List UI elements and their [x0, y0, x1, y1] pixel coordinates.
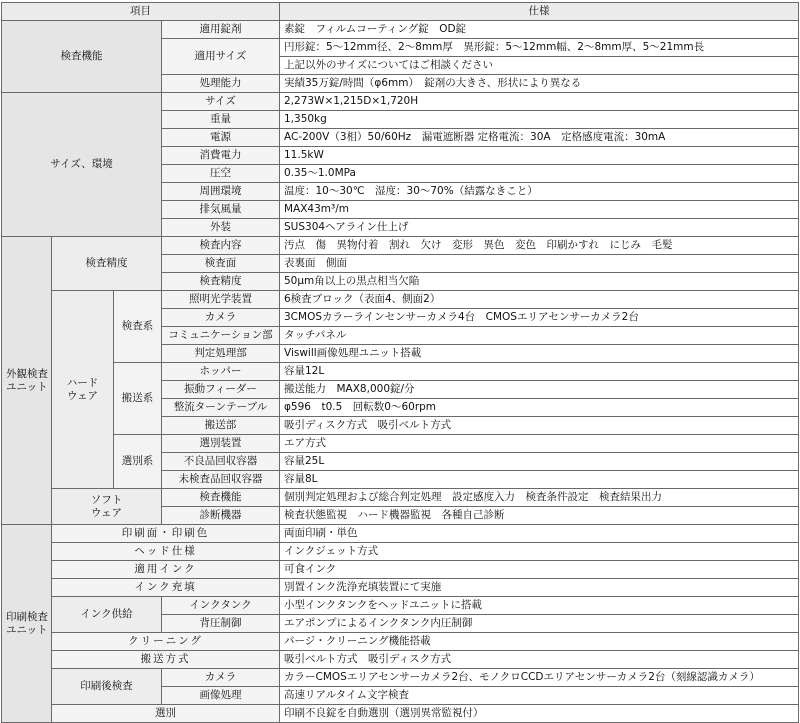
row-value: 別置インク洗浄充填装置にて実施: [280, 579, 799, 597]
row-value: SUS304ヘアライン仕上げ: [280, 219, 799, 237]
table-row: [2, 597, 799, 615]
table-header-row: [2, 3, 799, 21]
row-label: 選別装置: [162, 435, 280, 453]
group-print-unit-line2: ユニット: [6, 623, 48, 636]
row-label: 周囲環境: [162, 183, 280, 201]
row-label: 圧空: [162, 165, 280, 183]
header-spec: 仕様: [280, 3, 799, 21]
group-sorting-sys: 選別系: [114, 435, 162, 489]
group-visual-unit-line1: 外観検査: [6, 367, 48, 380]
group-size-env: サイズ、環境: [2, 93, 162, 237]
row-value: パージ・クリーニング機能搭載: [280, 633, 799, 651]
group-software-line2: ウェア: [90, 506, 123, 519]
header-item: 項目: [2, 3, 280, 21]
row-label: 適用サイズ: [162, 39, 280, 75]
row-value: エア方式: [280, 435, 799, 453]
row-value: 高速リアルタイム文字検査: [280, 687, 799, 705]
group-transport-sys: 搬送系: [114, 363, 162, 435]
row-value: 吸引ディスク方式 吸引ベルト方式: [280, 417, 799, 435]
row-value: カラーCMOSエリアセンサーカメラ2台、モノクロCCDエリアセンサーカメラ2台（刻線認識カメラ）: [280, 669, 799, 687]
group-software: [52, 489, 162, 525]
group-hardware-line2: ウェア: [66, 389, 99, 402]
row-value: AC-200V（3相）50/60Hz 漏電遮断器 定格電流：30A 定格感度電流：30mA: [280, 129, 799, 147]
table-row: [2, 435, 799, 453]
row-label: クリーニング: [52, 633, 280, 651]
group-accuracy: 検査精度: [52, 237, 162, 291]
row-label: 印刷面・印刷色: [52, 525, 280, 543]
table-row: [2, 543, 799, 561]
row-label: ヘッド仕様: [52, 543, 280, 561]
table-row: [2, 705, 799, 723]
row-label: インク充填: [52, 579, 280, 597]
group-software-line1: ソフト: [90, 493, 123, 506]
row-value: 吸引ベルト方式 吸引ディスク方式: [280, 651, 799, 669]
row-label: 検査面: [162, 255, 280, 273]
row-value: 個別判定処理および総合判定処理 設定感度入力 検査条件設定 検査結果出力: [280, 489, 799, 507]
row-label: カメラ: [162, 669, 280, 687]
table-row: [2, 633, 799, 651]
group-inspection-function: 検査機能: [2, 21, 162, 93]
row-label: 検査精度: [162, 273, 280, 291]
group-visual-unit-line2: ユニット: [6, 380, 48, 393]
row-value: Viswill画像処理ユニット搭載: [280, 345, 799, 363]
spec-table: [1, 2, 799, 723]
row-label: 処理能力: [162, 75, 280, 93]
row-value: 温度：10～30℃ 湿度：30～70%（結露なきこと）: [280, 183, 799, 201]
row-label: 選別: [52, 705, 280, 723]
row-value: エアポンプによるインクタンク内圧制御: [280, 615, 799, 633]
row-value: 1,350kg: [280, 111, 799, 129]
row-label: 外装: [162, 219, 280, 237]
row-value: 検査状態監視 ハード機器監視 各種自己診断: [280, 507, 799, 525]
group-ink-supply: インク供給: [52, 597, 162, 633]
row-label: 不良品回収容器: [162, 453, 280, 471]
table-row: [2, 291, 799, 309]
row-value: 搬送能力 MAX8,000錠/分: [280, 381, 799, 399]
row-value: 円形錠：5～12mm径、2～8mm厚 異形錠：5～12mm幅、2～8mm厚、5～21mm長: [280, 39, 799, 57]
row-value: 容量25L: [280, 453, 799, 471]
row-value: 実績35万錠/時間（φ6mm） 錠剤の大きさ、形状により異なる: [280, 75, 799, 93]
group-visual-unit: [2, 237, 52, 525]
group-inspection-sys: 検査系: [114, 291, 162, 363]
row-label: サイズ: [162, 93, 280, 111]
row-value: 50μm角以上の黒点相当欠陥: [280, 273, 799, 291]
group-print-unit-line1: 印刷検査: [6, 610, 48, 623]
row-value: 両面印刷・単色: [280, 525, 799, 543]
row-value: 0.35～1.0MPa: [280, 165, 799, 183]
row-label: カメラ: [162, 309, 280, 327]
row-label: 診断機器: [162, 507, 280, 525]
table-row: [2, 93, 799, 111]
row-label: 適用錠剤: [162, 21, 280, 39]
row-value: 上記以外のサイズについてはご相談ください: [280, 57, 799, 75]
table-row: [2, 21, 799, 39]
group-print-unit: [2, 525, 52, 723]
row-label: 背圧制御: [162, 615, 280, 633]
table-row: [2, 579, 799, 597]
row-label: 判定処理部: [162, 345, 280, 363]
row-value: 3CMOSカラーラインセンサーカメラ4台 CMOSエリアセンサーカメラ2台: [280, 309, 799, 327]
row-value: 素錠 フィルムコーティング錠 OD錠: [280, 21, 799, 39]
row-value: MAX43m³/m: [280, 201, 799, 219]
row-value: 2,273W×1,215D×1,720H: [280, 93, 799, 111]
table-row: [2, 363, 799, 381]
row-label: 画像処理: [162, 687, 280, 705]
row-label: 適用インク: [52, 561, 280, 579]
group-post-print: 印刷後検査: [52, 669, 162, 705]
row-value: インクジェット方式: [280, 543, 799, 561]
row-label: 振動フィーダー: [162, 381, 280, 399]
table-row: [2, 669, 799, 687]
table-row: [2, 237, 799, 255]
row-value: 容量12L: [280, 363, 799, 381]
row-value: 小型インクタンクをヘッドユニットに搭載: [280, 597, 799, 615]
row-label: コミュニケーション部: [162, 327, 280, 345]
row-value: タッチパネル: [280, 327, 799, 345]
row-label: 排気風量: [162, 201, 280, 219]
row-label: 照明光学装置: [162, 291, 280, 309]
row-value: 表裏面 側面: [280, 255, 799, 273]
row-value: 6検査ブロック（表面4、側面2）: [280, 291, 799, 309]
row-value: 11.5kW: [280, 147, 799, 165]
row-label: 検査機能: [162, 489, 280, 507]
table-row: [2, 651, 799, 669]
row-value: 容量8L: [280, 471, 799, 489]
row-label: 搬送方式: [52, 651, 280, 669]
row-value: 可食インク: [280, 561, 799, 579]
row-label: 未検査品回収容器: [162, 471, 280, 489]
table-row: [2, 489, 799, 507]
row-value: φ596 t0.5 回転数0～60rpm: [280, 399, 799, 417]
row-label: 重量: [162, 111, 280, 129]
table-row: [2, 525, 799, 543]
row-label: 検査内容: [162, 237, 280, 255]
row-label: 電源: [162, 129, 280, 147]
row-label: 搬送部: [162, 417, 280, 435]
row-value: 汚点 傷 異物付着 割れ 欠け 変形 異色 変色 印刷かすれ にじみ 毛髪: [280, 237, 799, 255]
group-hardware: [52, 291, 114, 489]
row-value: 印刷不良錠を自動選別（選別異常監視付）: [280, 705, 799, 723]
table-row: [2, 561, 799, 579]
row-label: ホッパー: [162, 363, 280, 381]
row-label: 整流ターンテーブル: [162, 399, 280, 417]
row-label: 消費電力: [162, 147, 280, 165]
group-hardware-line1: ハード: [66, 376, 99, 389]
row-label: インクタンク: [162, 597, 280, 615]
